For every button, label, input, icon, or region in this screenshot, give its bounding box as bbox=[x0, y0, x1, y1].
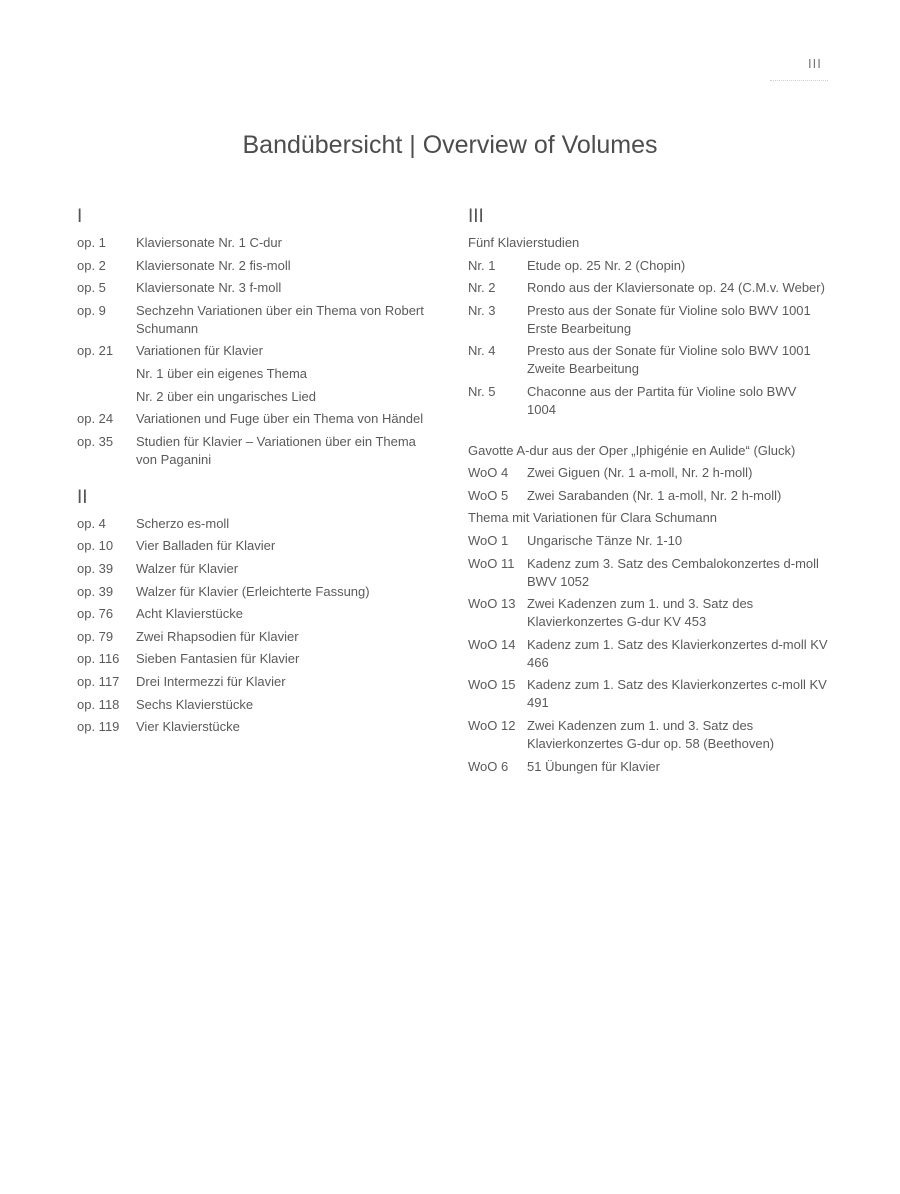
list-item bbox=[77, 302, 437, 338]
work-title: Walzer für Klavier (Erleichterte Fassung) bbox=[136, 583, 370, 599]
list-item bbox=[77, 234, 437, 252]
opus-number: op. 24 bbox=[77, 411, 114, 427]
woo-number: WoO 12 bbox=[468, 717, 516, 733]
list-item bbox=[468, 342, 828, 378]
list-item bbox=[77, 342, 437, 360]
list-item bbox=[468, 532, 828, 550]
list-item bbox=[468, 676, 828, 712]
work-title: Vier Balladen für Klavier bbox=[136, 538, 276, 554]
list-item bbox=[468, 758, 828, 776]
volume-2 bbox=[77, 487, 437, 736]
piece-number: Nr. 5 bbox=[468, 383, 496, 399]
work-title: Zwei Kadenzen zum 1. und 3. Satz des Klavierkonzertes G-dur op. 58 (Beethoven) bbox=[527, 717, 775, 751]
list-item bbox=[468, 257, 828, 275]
work-title: Scherzo es-moll bbox=[136, 515, 230, 531]
opus-number: op. 5 bbox=[77, 280, 106, 296]
work-title: Variationen und Fuge über ein Thema von Händel bbox=[136, 411, 424, 427]
volume-heading: I bbox=[77, 206, 83, 227]
work-title: Drei Intermezzi für Klavier bbox=[136, 673, 286, 689]
opus-number: op. 119 bbox=[77, 719, 120, 735]
list-item bbox=[77, 605, 437, 623]
work-title: Klaviersonate Nr. 2 fis-moll bbox=[136, 257, 291, 273]
opus-number: op. 9 bbox=[77, 302, 106, 318]
opus-number: op. 21 bbox=[77, 343, 114, 359]
piece-number: Nr. 2 bbox=[468, 280, 496, 296]
opus-number: op. 76 bbox=[77, 606, 114, 622]
work-title: Sechs Klavierstücke bbox=[136, 696, 254, 712]
work-title: Studien für Klavier – Variationen über ein Thema von Paganini bbox=[136, 433, 416, 467]
list-item bbox=[468, 302, 828, 338]
list-item bbox=[77, 718, 437, 736]
piece-number: Nr. 3 bbox=[468, 302, 496, 318]
opus-number: op. 39 bbox=[77, 560, 114, 576]
work-title: Etude op. 25 Nr. 2 (Chopin) bbox=[527, 257, 686, 273]
list-item bbox=[77, 433, 437, 469]
list-item bbox=[468, 717, 828, 753]
list-item bbox=[77, 279, 437, 297]
list-item bbox=[77, 673, 437, 691]
work-title: Presto aus der Sonate für Violine solo BWV 1001 Zweite Bearbeitung bbox=[527, 343, 811, 377]
opus-number: op. 2 bbox=[77, 257, 106, 273]
list-item bbox=[468, 487, 828, 505]
list-item bbox=[468, 555, 828, 591]
volume-heading: II bbox=[77, 486, 88, 508]
work-title: Klaviersonate Nr. 1 C-dur bbox=[136, 235, 282, 250]
opus-number: op. 10 bbox=[77, 538, 114, 554]
thema-title: Thema mit Variationen für Clara Schumann bbox=[468, 510, 718, 526]
woo-number: WoO 1 bbox=[468, 532, 509, 548]
woo-number: WoO 14 bbox=[468, 636, 516, 652]
work-title: Presto aus der Sonate für Violine solo BWV 1001 Erste Bearbeitung bbox=[527, 302, 811, 336]
work-title: Kadenz zum 1. Satz des Klavierkonzertes d-moll KV 466 bbox=[527, 636, 828, 670]
work-title: Nr. 1 über ein eigenes Thema bbox=[136, 365, 308, 381]
opus-number: op. 4 bbox=[77, 515, 106, 531]
woo-number: WoO 13 bbox=[468, 596, 516, 612]
opus-number: op. 118 bbox=[77, 696, 120, 712]
woo-number: WoO 4 bbox=[468, 465, 509, 481]
list-item bbox=[77, 257, 437, 275]
work-title: Walzer für Klavier bbox=[136, 560, 239, 576]
woo-number: WoO 11 bbox=[468, 555, 515, 571]
page-number: III bbox=[808, 56, 822, 71]
woo-number: WoO 15 bbox=[468, 677, 516, 693]
work-title: 51 Übungen für Klavier bbox=[527, 758, 660, 774]
woo-number: WoO 5 bbox=[468, 487, 509, 503]
work-title: Kadenz zum 3. Satz des Cembalokonzertes d-moll BWV 1052 bbox=[527, 555, 819, 589]
piece-number: Nr. 1 bbox=[468, 257, 496, 273]
work-title: Acht Klavierstücke bbox=[136, 606, 243, 622]
right-column bbox=[468, 206, 828, 780]
opus-number: op. 116 bbox=[77, 651, 120, 667]
work-title: Klaviersonate Nr. 3 f-moll bbox=[136, 280, 282, 296]
work-title: Zwei Sarabanden (Nr. 1 a-moll, Nr. 2 h-moll) bbox=[527, 487, 782, 503]
work-title: Rondo aus der Klaviersonate op. 24 (C.M.v. Weber) bbox=[527, 280, 825, 296]
list-item bbox=[77, 365, 437, 383]
list-item bbox=[77, 515, 437, 533]
list-item bbox=[468, 383, 828, 419]
work-title: Chaconne aus der Partita für Violine solo BWV 1004 bbox=[527, 383, 797, 417]
page-title: Bandübersicht | Overview of Volumes bbox=[242, 131, 658, 159]
work-title: Ungarische Tänze Nr. 1-10 bbox=[527, 532, 683, 548]
work-title: Zwei Giguen (Nr. 1 a-moll, Nr. 2 h-moll) bbox=[527, 465, 753, 481]
group-title: Fünf Klavierstudien bbox=[468, 235, 580, 250]
opus-number: op. 35 bbox=[77, 433, 114, 449]
left-column bbox=[77, 206, 437, 741]
list-item bbox=[468, 636, 828, 672]
list-item bbox=[77, 410, 437, 428]
work-title: Variationen für Klavier bbox=[136, 343, 263, 359]
list-item bbox=[468, 464, 828, 482]
list-item bbox=[468, 595, 828, 631]
work-title: Sechzehn Variationen über ein Thema von Robert Schumann bbox=[136, 302, 424, 336]
work-title: Zwei Kadenzen zum 1. und 3. Satz des Klavierkonzertes G-dur KV 453 bbox=[527, 596, 754, 630]
list-item bbox=[77, 537, 437, 555]
volume-3 bbox=[468, 206, 828, 776]
opus-number: op. 117 bbox=[77, 673, 120, 689]
spacer bbox=[468, 424, 828, 442]
opus-number: op. 79 bbox=[77, 628, 114, 644]
list-item bbox=[77, 388, 437, 406]
list-item bbox=[77, 628, 437, 646]
page-number-rule bbox=[770, 80, 828, 81]
work-title: Kadenz zum 1. Satz des Klavierkonzertes c-moll KV 491 bbox=[527, 677, 827, 711]
work-title: Sieben Fantasien für Klavier bbox=[136, 651, 300, 667]
volume-heading: III bbox=[468, 206, 484, 227]
list-item bbox=[77, 583, 437, 601]
opus-number: op. 1 bbox=[77, 235, 106, 250]
work-title: Zwei Rhapsodien für Klavier bbox=[136, 628, 299, 644]
gavotte-title: Gavotte A-dur aus der Oper „Iphigénie en Aulide“ (Gluck) bbox=[468, 442, 796, 458]
work-title: Nr. 2 über ein ungarisches Lied bbox=[136, 388, 316, 404]
piece-number: Nr. 4 bbox=[468, 343, 496, 359]
list-item bbox=[468, 279, 828, 297]
list-item bbox=[77, 560, 437, 578]
opus-number: op. 39 bbox=[77, 583, 114, 599]
work-title: Vier Klavierstücke bbox=[136, 719, 240, 735]
woo-number: WoO 6 bbox=[468, 758, 509, 774]
list-item bbox=[77, 696, 437, 714]
list-item bbox=[77, 650, 437, 668]
volume-1 bbox=[77, 206, 437, 469]
